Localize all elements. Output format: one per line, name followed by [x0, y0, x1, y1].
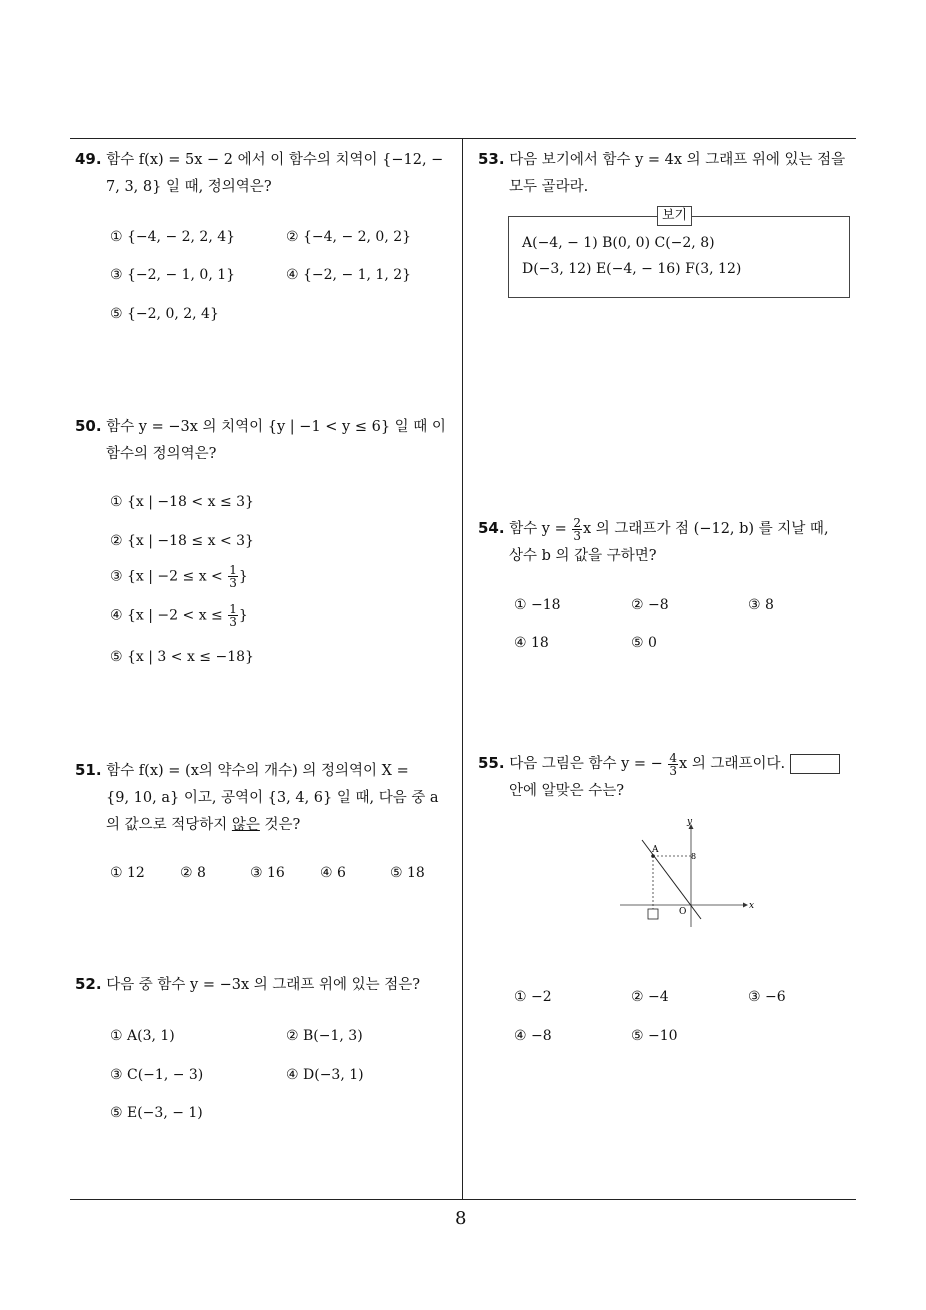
- choice-2[interactable]: ② 8: [180, 865, 206, 881]
- choice-1[interactable]: ① {x | −18 < x ≤ 3}: [110, 494, 254, 510]
- question-line: 다음 보기에서 함수 y = 4x 의 그래프 위에 있는 점을: [509, 152, 846, 168]
- choice-1[interactable]: ① 12: [110, 865, 145, 881]
- top-rule: [70, 138, 856, 139]
- origin-label: O: [679, 907, 687, 917]
- bottom-rule: [70, 1199, 856, 1200]
- bogi-line: A(−4, − 1) B(0, 0) C(−2, 8): [522, 235, 715, 251]
- fraction: $\frac{1}{3}$: [229, 602, 237, 629]
- choice-4[interactable]: ④ D(−3, 1): [286, 1067, 364, 1083]
- question-55-text: [478, 750, 860, 805]
- choice-3[interactable]: ③ {x | −2 ≤ x < $\frac{1}{3}$ }: [110, 563, 248, 590]
- choice-text: ④ {x | −2 < x ≤: [110, 607, 223, 624]
- question-line: 7, 3, 8} 일 때, 정의역은?: [106, 179, 272, 195]
- fraction: $\frac{2}{3}$: [573, 515, 582, 543]
- choice-4[interactable]: ④ −8: [514, 1028, 552, 1044]
- choice-5[interactable]: ⑤ {x | 3 < x ≤ −18}: [110, 649, 254, 665]
- line-graph: [615, 815, 755, 930]
- page-number: 8: [455, 1208, 467, 1229]
- question-line: 다음 그림은 함수 y = −: [509, 756, 663, 772]
- blank-box-small: [648, 909, 658, 919]
- question-50-text: [75, 413, 457, 468]
- bogi-line: D(−3, 12) E(−4, − 16) F(3, 12): [522, 261, 742, 277]
- choice-4[interactable]: ④ {x | −2 < x ≤ $\frac{1}{3}$ }: [110, 602, 248, 629]
- question-52-text: [75, 971, 457, 999]
- question-line: {9, 10, a} 이고, 공역이 {3, 4, 6} 일 때, 다음 중 a: [106, 790, 439, 806]
- question-number: 52.: [75, 975, 102, 993]
- question-line: 안에 알맞은 수는?: [509, 783, 625, 799]
- question-number: 53.: [478, 150, 505, 168]
- column-divider: [462, 139, 463, 1200]
- choice-text: ③ {x | −2 ≤ x <: [110, 568, 223, 585]
- choice-3[interactable]: ③ C(−1, − 3): [110, 1067, 204, 1083]
- question-number: 50.: [75, 417, 102, 435]
- choice-3[interactable]: ③ −6: [748, 989, 786, 1005]
- choice-2[interactable]: ② B(−1, 3): [286, 1028, 363, 1044]
- choice-2[interactable]: ② −8: [631, 597, 669, 613]
- choice-3[interactable]: ③ 16: [250, 865, 285, 881]
- question-54-text: [478, 515, 860, 570]
- question-line: 모두 골라라.: [509, 179, 589, 195]
- choice-2[interactable]: ② {x | −18 ≤ x < 3}: [110, 533, 254, 549]
- question-number: 55.: [478, 754, 505, 772]
- choice-1[interactable]: ① −2: [514, 989, 552, 1005]
- choice-2[interactable]: ② {−4, − 2, 0, 2}: [286, 229, 412, 245]
- point-label-a: A: [652, 845, 659, 855]
- question-line: 함수 y = −3x 의 치역이 {y | −1 < y ≤ 6} 일 때 이: [106, 419, 446, 435]
- question-line: 다음 중 함수 y = −3x 의 그래프 위에 있는 점은?: [106, 977, 421, 993]
- question-line: 함수 y =: [509, 521, 567, 537]
- choice-1[interactable]: ① A(3, 1): [110, 1028, 175, 1044]
- x-axis-arrow: [743, 903, 748, 908]
- question-line: 상수 b 의 값을 구하면?: [509, 548, 657, 564]
- choice-1[interactable]: ① −18: [514, 597, 561, 613]
- answer-blank-box: [790, 754, 840, 774]
- question-number: 49.: [75, 150, 102, 168]
- choice-5[interactable]: ⑤ E(−3, − 1): [110, 1105, 203, 1121]
- question-line: 함수 f(x) = 5x − 2 에서 이 함수의 치역이 {−12, −: [106, 152, 444, 168]
- question-line: 함수의 정의역은?: [106, 446, 217, 462]
- question-51-text: [75, 757, 457, 839]
- choice-1[interactable]: ① {−4, − 2, 2, 4}: [110, 229, 236, 245]
- question-53-text: [478, 146, 860, 201]
- choice-2[interactable]: ② −4: [631, 989, 669, 1005]
- choice-4[interactable]: ④ {−2, − 1, 1, 2}: [286, 267, 412, 283]
- choice-4[interactable]: ④ 6: [320, 865, 346, 881]
- y-axis-label: y: [687, 817, 693, 827]
- choice-4[interactable]: ④ 18: [514, 635, 549, 651]
- choice-5[interactable]: ⑤ −10: [631, 1028, 678, 1044]
- choice-3[interactable]: ③ 8: [748, 597, 774, 613]
- bogi-box: [508, 216, 850, 298]
- choice-3[interactable]: ③ {−2, − 1, 0, 1}: [110, 267, 236, 283]
- bogi-title: 보기: [657, 206, 692, 226]
- question-line: x 의 그래프가 점 (−12, b) 를 지날 때,: [583, 521, 829, 537]
- question-line: 의 값으로 적당하지 않은 것은?: [106, 817, 301, 833]
- question-line: 함수 f(x) = (x의 약수의 개수) 의 정의역이 X =: [106, 763, 409, 779]
- question-49-text: [75, 146, 457, 201]
- choice-5[interactable]: ⑤ {−2, 0, 2, 4}: [110, 306, 219, 322]
- choice-5[interactable]: ⑤ 0: [631, 635, 657, 651]
- question-number: 51.: [75, 761, 102, 779]
- fraction: $\frac{1}{3}$: [229, 563, 237, 590]
- fraction: $\frac{4}{3}$: [669, 750, 678, 778]
- x-axis-label: x: [749, 901, 755, 911]
- question-line: x 의 그래프이다.: [679, 756, 786, 772]
- choice-5[interactable]: ⑤ 18: [390, 865, 425, 881]
- value-label-8: 8: [691, 852, 697, 861]
- question-number: 54.: [478, 519, 505, 537]
